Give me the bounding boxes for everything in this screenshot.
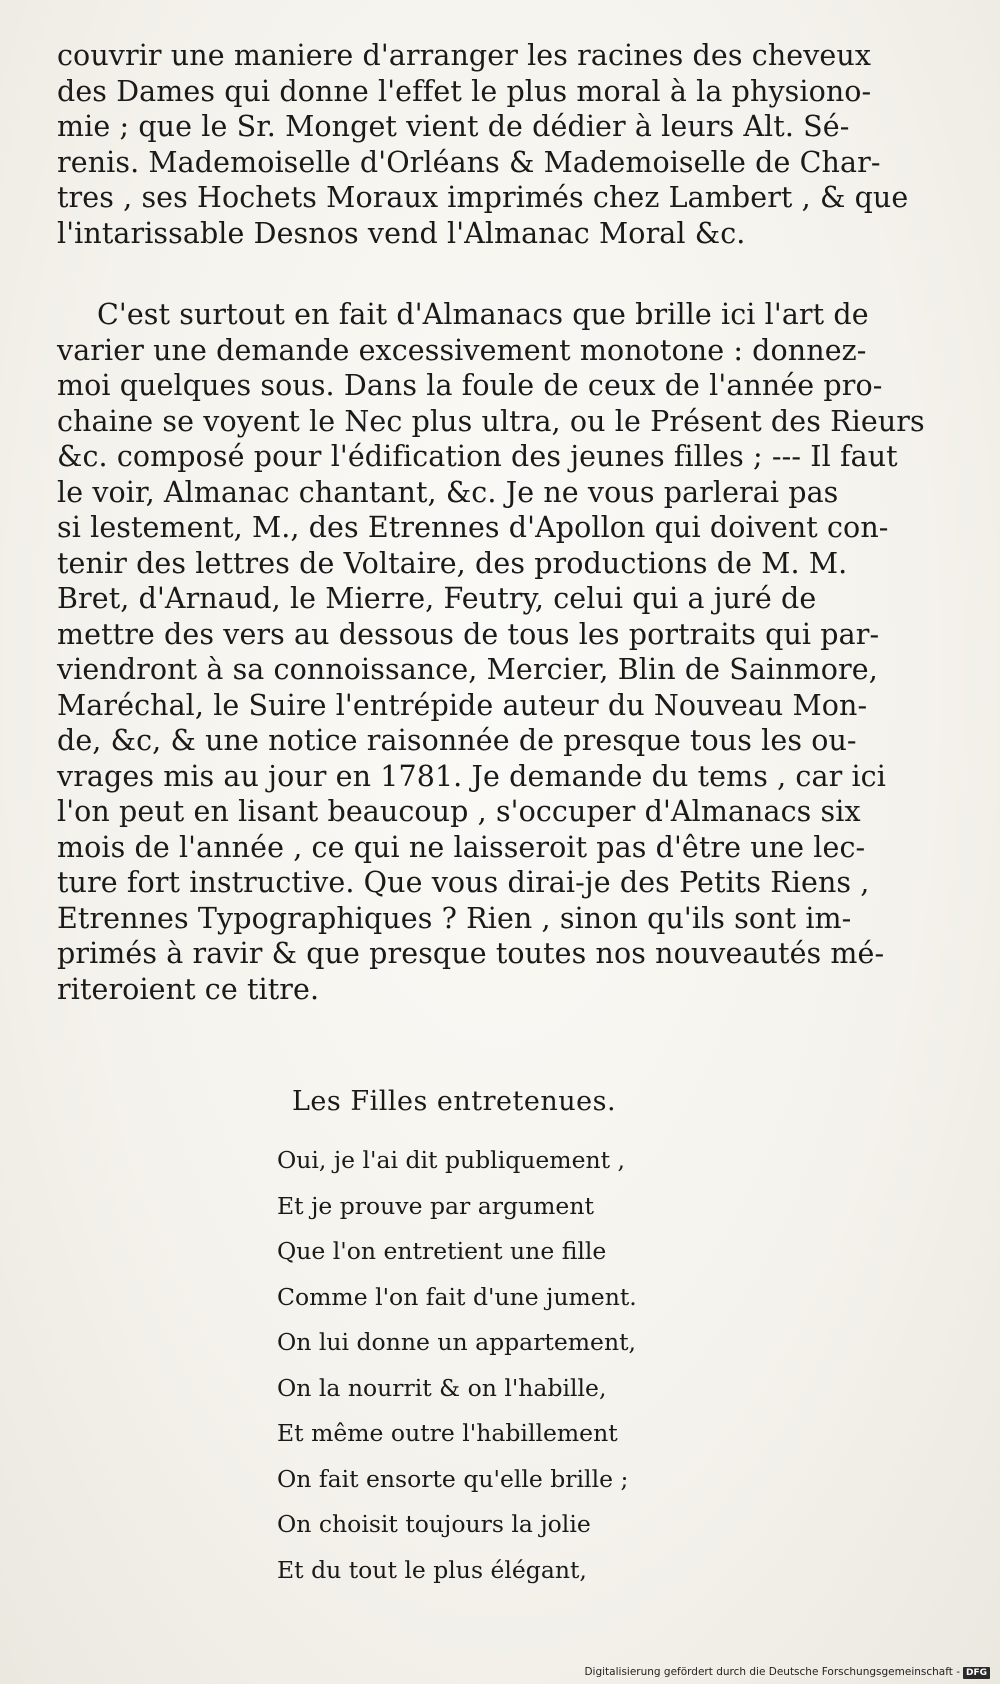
paragraph-1 [57, 38, 955, 251]
poem-line: Que l'on entretient une fille [277, 1237, 607, 1265]
text-line: Etrennes Typographiques ? Rien , sinon qu'ils sont im- [57, 901, 852, 935]
text-line: tenir des lettres de Voltaire, des productions de M. M. [57, 546, 848, 580]
credit-text: Digitalisierung gefördert durch die Deutsche Forschungsgemeinschaft - [584, 1666, 960, 1678]
text-line: le voir, Almanac chantant, &c. Je ne vous parlerai pas [57, 475, 839, 509]
text-line: ture fort instructive. Que vous dirai-je des Petits Riens , [57, 866, 870, 899]
poem-heading: Les Filles entretenues. [292, 1086, 617, 1117]
poem-line: Oui, je l'ai dit publiquement , [277, 1146, 626, 1174]
text-line: viendront à sa connoissance, Mercier, Blin de Sainmore, [57, 653, 878, 686]
paragraph-2 [57, 297, 955, 1007]
text-line: vrages mis au jour en 1781. Je demande du tems , car ici [57, 759, 886, 793]
text-line: l'intarissable Desnos vend l'Almanac Moral &c. [57, 216, 746, 250]
text-line: moi quelques sous. Dans la foule de ceux de l'année pro- [57, 369, 883, 402]
poem-line: On fait ensorte qu'elle brille ; [277, 1464, 629, 1493]
dfg-logo: DFG [963, 1667, 990, 1679]
text-line: Maréchal, le Suire l'entrépide auteur du Nouveau Mon- [57, 688, 868, 722]
poem-line: Comme l'on fait d'une jument. [277, 1282, 637, 1311]
text-line: renis. Mademoiselle d'Orléans & Mademoiselle de Char- [57, 145, 881, 179]
text-line: des Dames qui donne l'effet le plus moral à la physiono- [57, 74, 872, 108]
text-line: l'on peut en lisant beaucoup , s'occuper d'Almanacs six [57, 795, 861, 828]
text-line: &c. composé pour l'édification des jeunes filles ; --- Il faut [57, 440, 898, 473]
poem-line: On la nourrit & on l'habille, [277, 1373, 607, 1402]
text-line: varier une demande excessivement monotone : donnez- [57, 333, 867, 367]
text-line: primés à ravir & que presque toutes nos nouveautés mé- [57, 937, 885, 970]
poem-line: Et même outre l'habillement [277, 1419, 618, 1447]
poem-line: Et du tout le plus élégant, [277, 1555, 587, 1584]
text-line: chaine se voyent le Nec plus ultra, ou le Présent des Rieurs [57, 404, 925, 438]
text-line: si lestement, M., des Etrennes d'Apollon qui doivent con- [57, 511, 889, 544]
text-line: C'est surtout en fait d'Almanacs que brille ici l'art de [97, 298, 869, 331]
poem-line: On choisit toujours la jolie [277, 1510, 591, 1538]
poem-line: On lui donne un appartement, [277, 1328, 637, 1356]
text-line: de, &c, & une notice raisonnée de presque tous les ou- [57, 724, 857, 757]
poem [277, 1138, 637, 1593]
text-line: couvrir une maniere d'arranger les racines des cheveux [57, 39, 872, 72]
text-line: riteroient ce titre. [57, 972, 320, 1006]
text-line: mettre des vers au dessous de tous les portraits qui par- [57, 617, 880, 651]
text-line: tres , ses Hochets Moraux imprimés chez Lambert , & que [57, 181, 909, 214]
digitization-credit [584, 1666, 990, 1679]
poem-line: Et je prouve par argument [277, 1191, 594, 1220]
text-line: Bret, d'Arnaud, le Mierre, Feutry, celui qui a juré de [57, 582, 817, 615]
text-line: mie ; que le Sr. Monget vient de dédier à leurs Alt. Sé- [57, 110, 850, 143]
text-line: mois de l'année , ce qui ne laisseroit pas d'être une lec- [57, 830, 866, 864]
